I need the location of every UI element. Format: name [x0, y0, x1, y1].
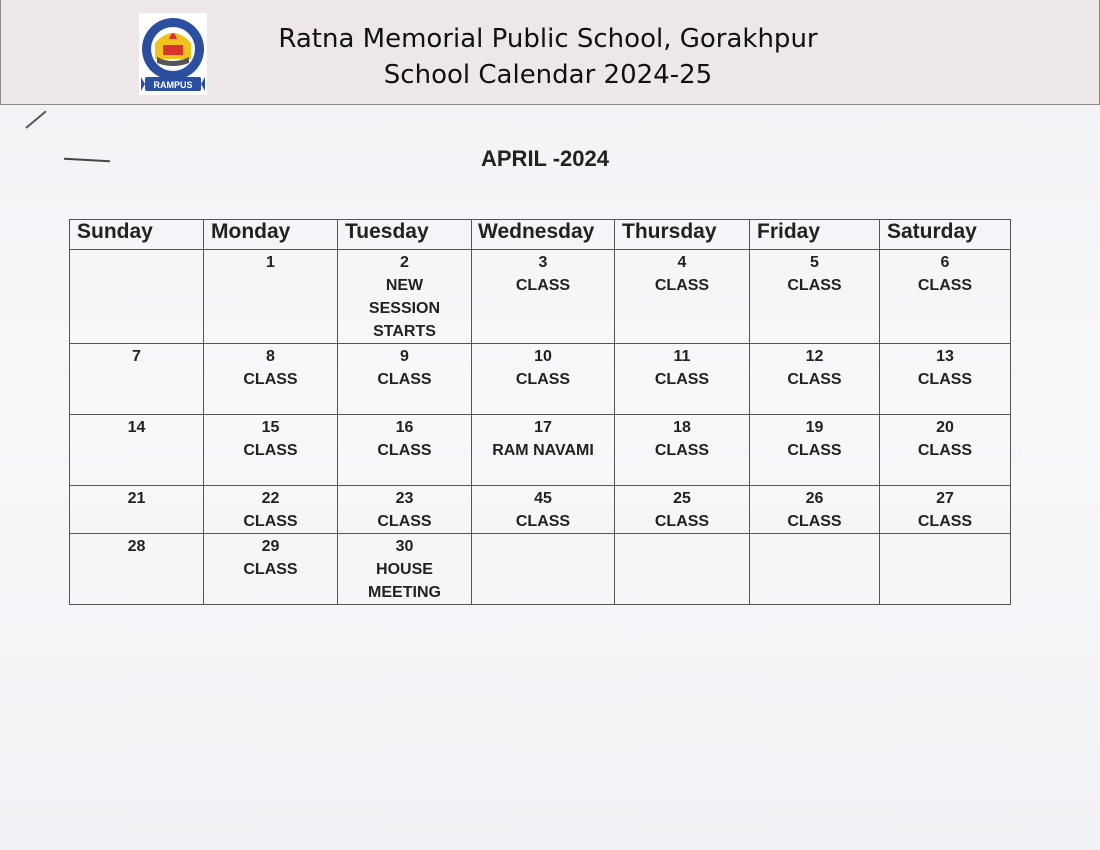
logo-motto-text: RAMPUS: [153, 80, 193, 90]
day-number: 10: [534, 348, 552, 365]
week-row: [70, 534, 1011, 605]
day-cell: [750, 250, 880, 344]
day-cell: [204, 250, 338, 344]
day-number: 5: [810, 254, 819, 271]
day-number: 45: [534, 490, 552, 507]
day-event: CLASS: [917, 277, 973, 294]
day-event: CLASS: [787, 442, 842, 459]
day-event: CLASS: [243, 561, 298, 578]
day-number: 14: [127, 419, 146, 436]
day-number: 22: [261, 490, 280, 507]
day-cell: [472, 486, 615, 534]
week-row: [70, 486, 1011, 534]
day-number: 28: [127, 538, 146, 555]
day-event: CLASS: [243, 371, 298, 388]
weekday-header: Sunday: [70, 220, 204, 250]
weekday-header: Saturday: [880, 220, 1011, 250]
day-cell: [204, 415, 338, 486]
day-number: 18: [673, 419, 691, 436]
day-cell: [70, 344, 204, 415]
day-number: 9: [400, 348, 409, 365]
day-cell: [880, 344, 1011, 415]
month-title: APRIL -2024: [481, 146, 609, 171]
day-cell: [204, 486, 338, 534]
day-event: CLASS: [787, 277, 842, 294]
day-cell: [70, 486, 204, 534]
day-event: CLASS: [654, 371, 710, 388]
day-cell: [750, 534, 880, 605]
day-event: CLASS: [787, 513, 842, 530]
day-cell: [70, 415, 204, 486]
day-event: CLASS: [787, 371, 842, 388]
day-cell: [880, 415, 1011, 486]
day-number: 7: [132, 348, 141, 365]
day-number: 23: [395, 490, 414, 507]
day-event: CLASS: [377, 371, 432, 388]
day-number: 25: [673, 490, 691, 507]
day-number: 21: [127, 490, 146, 507]
day-number: 4: [677, 254, 687, 271]
day-cell: [338, 534, 472, 605]
weekday-header: Tuesday: [338, 220, 472, 250]
day-cell: [472, 534, 615, 605]
day-event: CLASS: [243, 442, 298, 459]
day-cell: [880, 534, 1011, 605]
day-number: 26: [805, 490, 824, 507]
day-cell: [70, 534, 204, 605]
day-number: 2: [400, 254, 409, 271]
day-event: CLASS: [654, 442, 710, 459]
week-row: [70, 415, 1011, 486]
day-number: 27: [936, 490, 954, 507]
day-event: CLASS: [917, 371, 973, 388]
day-cell: [338, 344, 472, 415]
day-event: HOUSE MEETING: [368, 561, 441, 601]
school-logo: [139, 13, 207, 95]
day-event: CLASS: [515, 371, 571, 388]
weekday-header-row: [70, 220, 1011, 250]
day-cell: [615, 344, 750, 415]
day-cell: [472, 344, 615, 415]
day-number: 8: [266, 348, 275, 365]
day-number: 30: [395, 538, 414, 555]
day-event: CLASS: [917, 513, 973, 530]
day-cell: [338, 250, 472, 344]
day-event: NEW SESSION STARTS: [368, 277, 441, 340]
day-cell: [615, 534, 750, 605]
day-number: 6: [940, 254, 950, 271]
day-event: CLASS: [654, 513, 710, 530]
day-number: 29: [261, 538, 280, 555]
day-cell: [615, 250, 750, 344]
weekday-header: Wednesday: [472, 220, 615, 250]
day-event: CLASS: [243, 513, 298, 530]
day-cell: [472, 250, 615, 344]
day-number: 20: [936, 419, 954, 436]
day-number: 13: [936, 348, 954, 365]
day-number: 12: [805, 348, 824, 365]
day-cell: [472, 415, 615, 486]
day-cell: [204, 344, 338, 415]
day-number: 1: [266, 254, 275, 271]
weekday-header: Friday: [750, 220, 880, 250]
day-number: 17: [534, 419, 552, 436]
week-row: [70, 344, 1011, 415]
day-number: 15: [261, 419, 280, 436]
day-event: CLASS: [515, 513, 571, 530]
weekday-header: Monday: [204, 220, 338, 250]
day-number: 3: [538, 254, 548, 271]
week-row: [70, 250, 1011, 344]
calendar-table: [69, 219, 1011, 605]
day-cell: [615, 415, 750, 486]
day-number: 11: [673, 348, 691, 365]
day-cell: [338, 486, 472, 534]
day-number: 19: [805, 419, 824, 436]
day-cell: [880, 486, 1011, 534]
weekday-header: Thursday: [615, 220, 750, 250]
day-cell: [615, 486, 750, 534]
day-event: CLASS: [377, 442, 432, 459]
day-number: 16: [395, 419, 414, 436]
day-cell: [880, 250, 1011, 344]
day-event: CLASS: [377, 513, 432, 530]
day-event: CLASS: [515, 277, 571, 294]
calendar-title: School Calendar 2024-25: [383, 60, 713, 90]
day-event: CLASS: [654, 277, 710, 294]
day-cell: [70, 250, 204, 344]
page-header: [0, 0, 1100, 105]
day-cell: [750, 486, 880, 534]
school-name: Ratna Memorial Public School, Gorakhpur: [278, 24, 818, 54]
day-cell: [750, 344, 880, 415]
day-cell: [338, 415, 472, 486]
day-event: RAM NAVAMI: [492, 442, 594, 459]
day-cell: [204, 534, 338, 605]
day-cell: [750, 415, 880, 486]
day-event: CLASS: [917, 442, 973, 459]
